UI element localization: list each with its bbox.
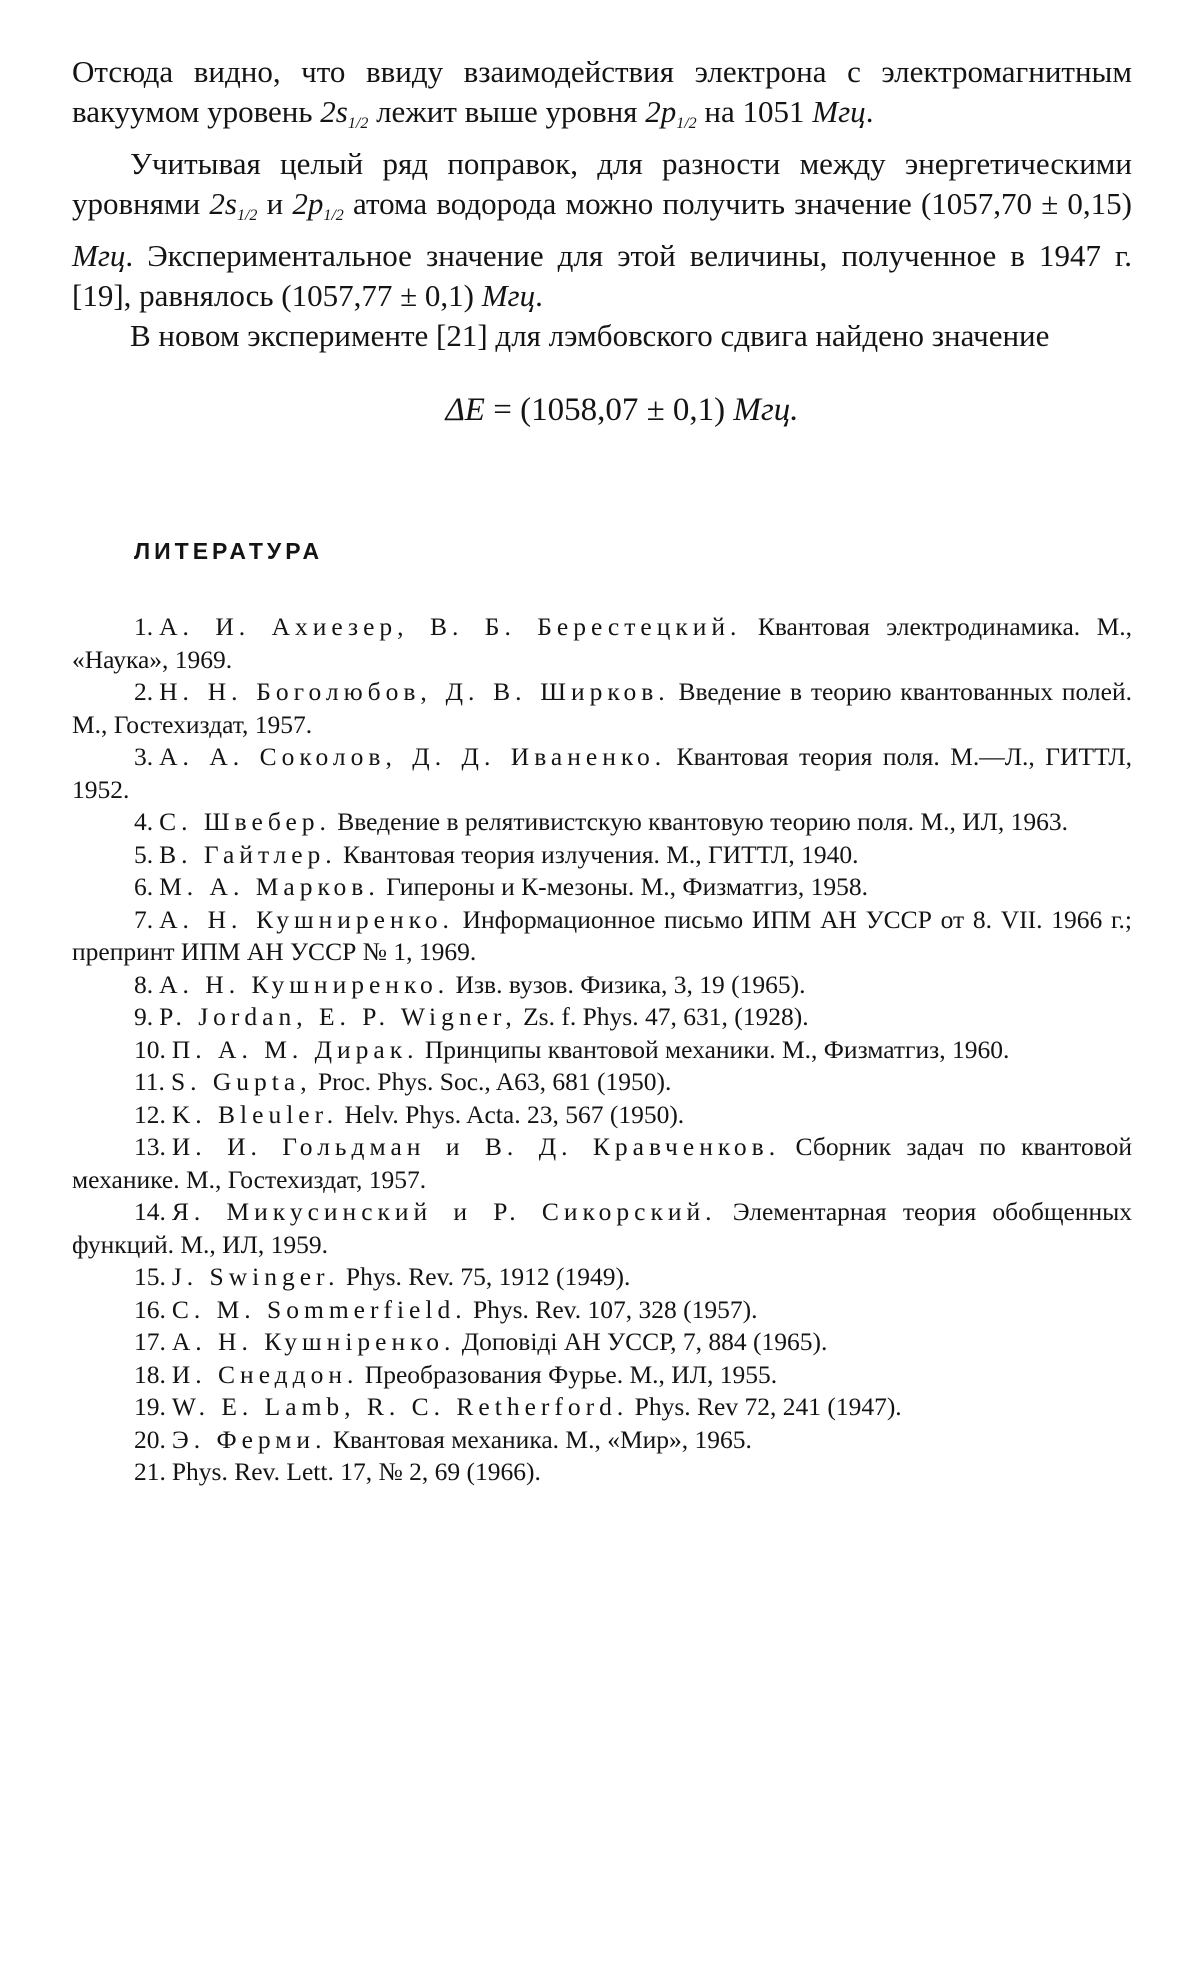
paragraph-2 <box>72 144 1132 316</box>
paragraph-2-text-d: . Экспериментальное значение для этой величины, полученное в 1947 г. [19], равнялось (1057,77 ± 0,1) <box>72 238 1132 313</box>
reference-number: 11. <box>134 1067 165 1096</box>
unit-mhz: Мгц <box>481 278 536 313</box>
reference-text: Преобразования Фурье. М., ИЛ, 1955. <box>358 1359 778 1389</box>
reference-author: Э. Ферми. <box>171 1424 327 1454</box>
reference-author: М. А. Марков. <box>159 872 380 901</box>
reference-number: 13. <box>134 1132 166 1161</box>
reference-author: И. Снеддон. <box>171 1359 359 1389</box>
reference-text: Элементарная теория обобщенных функций. М., ИЛ, 1959. <box>72 1197 1132 1259</box>
unit-mhz: Мгц <box>72 238 126 273</box>
reference-number: 1. <box>134 612 154 641</box>
reference-number: 20. <box>134 1424 166 1454</box>
reference-item <box>72 806 1132 839</box>
reference-number: 16. <box>134 1294 166 1324</box>
reference-author: С. Швебер. <box>159 807 331 836</box>
reference-item <box>72 611 1132 676</box>
reference-author: В. Гайтлер. <box>159 839 337 869</box>
reference-number: 3. <box>134 742 154 771</box>
reference-item <box>72 904 1132 969</box>
level-2p: 2p <box>645 94 677 129</box>
reference-number: 4. <box>134 807 154 836</box>
reference-number: 5. <box>134 839 154 869</box>
reference-text: Phys. Rev. Lett. 17, № 2, 69 (1966). <box>171 1457 541 1486</box>
reference-item <box>72 1001 1132 1034</box>
reference-item <box>72 1391 1132 1424</box>
reference-author: А. А. Соколов, Д. Д. Иваненко. <box>159 742 667 771</box>
paragraph-1 <box>72 52 1132 144</box>
reference-text: Информационное письмо ИПМ АН УССР от 8. VII. 1966 г.; препринт ИПМ АН УССР № 1, 1969. <box>72 904 1132 966</box>
paragraph-3: В новом эксперименте [21] для лэмбовского сдвига найдено значение <box>130 318 1050 353</box>
paragraph-1-text-a: Отсюда видно, что ввиду взаимодействия электрона с электромагнитным вакуумом уровень <box>72 54 1132 129</box>
reference-number: 7. <box>134 904 154 934</box>
formula-lhs: ΔE <box>445 392 485 428</box>
reference-author: P. Jordan, E. P. Wigner, <box>159 1002 517 1031</box>
level-2s: 2s <box>320 94 348 129</box>
formula-rhs: = (1058,07 ± 0,1) <box>484 392 734 428</box>
reference-author: Я. Микусинский и Р. Сикорский. <box>171 1197 717 1226</box>
reference-text: Принципы квантовой механики. М., Физматгиз, 1960. <box>418 1034 1010 1064</box>
reference-number: 18. <box>134 1359 166 1389</box>
reference-item <box>72 1066 1132 1099</box>
level-2s-subscript: 1/2 <box>236 207 258 224</box>
reference-text: Введение в релятивистскую квантовую теорию поля. М., ИЛ, 1963. <box>330 807 1069 836</box>
reference-text: Гипероны и К-мезоны. М., Физматгиз, 1958. <box>379 872 868 901</box>
paragraph-2-text-b: и <box>257 186 293 221</box>
reference-number: 9. <box>134 1002 154 1031</box>
reference-author: W. E. Lamb, R. C. Retherford. <box>171 1392 629 1421</box>
reference-author: S. Gupta, <box>170 1067 312 1096</box>
references-heading: ЛИТЕРАТУРА <box>134 538 324 564</box>
reference-item <box>72 1131 1132 1196</box>
level-2s-subscript: 1/2 <box>347 115 369 132</box>
reference-text: Введение в теорию квантованных полей. М., Гостехиздат, 1957. <box>72 677 1132 739</box>
formula-unit: Мгц. <box>733 392 799 428</box>
reference-text: Proc. Phys. Soc., A63, 681 (1950). <box>311 1067 672 1096</box>
reference-text: Helv. Phys. Acta. 23, 567 (1950). <box>338 1099 685 1129</box>
reference-item <box>72 1099 1132 1132</box>
reference-item <box>72 741 1132 806</box>
unit-mhz: Мгц <box>812 94 866 129</box>
level-2p-subscript: 1/2 <box>676 115 697 132</box>
reference-item <box>72 1456 1132 1489</box>
reference-text: Phys. Rev. 107, 328 (1957). <box>466 1294 758 1324</box>
reference-list <box>72 611 1132 1489</box>
reference-item <box>72 969 1132 1002</box>
paragraph-1-text-c: на 1051 <box>696 94 813 129</box>
lamb-shift-formula <box>72 390 1132 430</box>
document-page <box>72 52 1132 1489</box>
level-2s: 2s <box>209 186 237 221</box>
reference-author: Н. Н. Боголюбов, Д. В. Ширков. <box>159 677 670 706</box>
reference-text: Phys. Rev 72, 241 (1947). <box>628 1392 902 1421</box>
reference-number: 8. <box>134 969 154 999</box>
reference-item <box>72 1326 1132 1359</box>
reference-item <box>72 1359 1132 1392</box>
reference-text: Изв. вузов. Физика, 3, 19 (1965). <box>449 969 806 999</box>
reference-item <box>72 1424 1132 1457</box>
reference-number: 15. <box>134 1262 166 1291</box>
reference-number: 12. <box>134 1099 166 1129</box>
reference-number: 14. <box>134 1197 166 1226</box>
reference-text: Phys. Rev. 75, 1912 (1949). <box>339 1262 631 1291</box>
reference-text: Квантовая механика. М., «Мир», 1965. <box>326 1424 752 1454</box>
reference-author: А. Н. Кушнiренко. <box>171 1327 456 1356</box>
reference-author: А. Н. Кушниренко. <box>159 969 450 999</box>
reference-item <box>72 1261 1132 1294</box>
reference-text: Доповiдi АН УССР, 7, 884 (1965). <box>455 1327 828 1356</box>
reference-item <box>72 839 1132 872</box>
reference-text: Квантовая теория излучения. М., ГИТТЛ, 1940. <box>336 839 859 869</box>
paragraph-2-text-c: атома водорода можно получить значение (1057,70 ± 0,15) <box>343 186 1132 221</box>
reference-item <box>72 871 1132 904</box>
reference-author: K. Bleuler. <box>171 1099 339 1129</box>
reference-number: 2. <box>134 677 154 706</box>
reference-text: Zs. f. Phys. 47, 631, (1928). <box>516 1002 809 1031</box>
level-2p: 2p <box>292 186 324 221</box>
reference-number: 6. <box>134 872 154 901</box>
reference-author: А. И. Ахиезер, В. Б. Берестецкий. <box>159 612 742 641</box>
reference-text: Сборник задач по квантовой механике. М., Гостехиздат, 1957. <box>72 1132 1132 1194</box>
paragraph-1-text-b: лежит выше уровня <box>368 94 646 129</box>
paragraph-2-text-a: Учитывая целый ряд поправок, для разности между энергетическими уровнями <box>72 146 1132 221</box>
reference-text: Квантовая электродинамика. М., «Наука», 1969. <box>72 612 1132 674</box>
reference-author: П. А. М. Дирак. <box>171 1034 419 1064</box>
reference-item <box>72 676 1132 741</box>
reference-item <box>72 1034 1132 1067</box>
level-2p-subscript: 1/2 <box>323 207 344 224</box>
reference-author: J. Swinger. <box>171 1262 340 1291</box>
paragraph-1-text-d: . <box>865 94 874 129</box>
reference-author: C. M. Sommerfield. <box>171 1294 467 1324</box>
paragraph-2-text-e: . <box>535 278 543 313</box>
reference-item <box>72 1294 1132 1327</box>
reference-text: Квантовая теория поля. М.—Л., ГИТТЛ, 1952. <box>72 742 1132 804</box>
reference-item <box>72 1196 1132 1261</box>
reference-author: А. Н. Кушниренко. <box>159 904 454 934</box>
reference-author: И. И. Гольдман и В. Д. Кравченков. <box>171 1132 781 1161</box>
reference-number: 10. <box>134 1034 166 1064</box>
reference-number: 17. <box>134 1327 166 1356</box>
reference-number: 19. <box>134 1392 166 1421</box>
reference-number: 21. <box>134 1457 166 1486</box>
